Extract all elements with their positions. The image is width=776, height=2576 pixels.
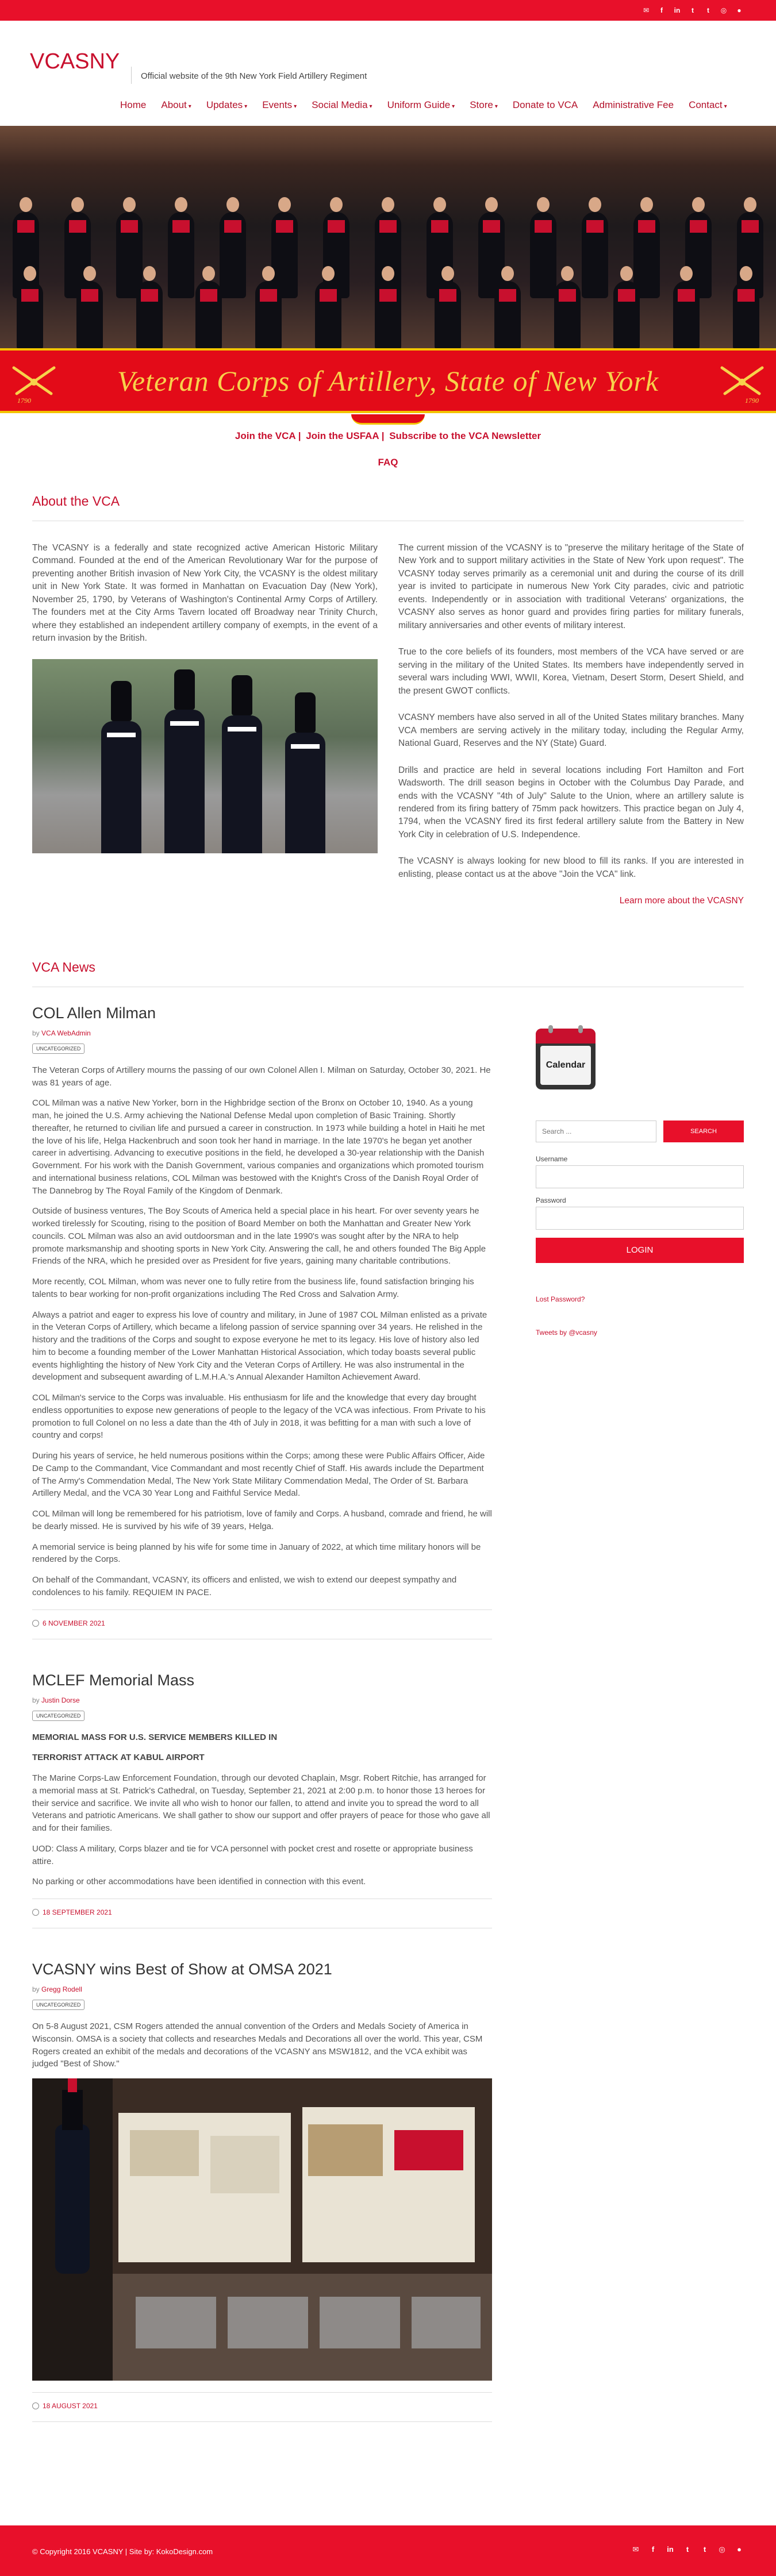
tagline-divider	[131, 67, 132, 84]
nav-social-media[interactable]: Social Media ▾	[312, 99, 372, 110]
post-author-link[interactable]: VCA WebAdmin	[41, 1029, 91, 1037]
banner-title: Veteran Corps of Artillery, State of New York	[117, 364, 659, 397]
news-posts	[32, 1004, 492, 2454]
search-form	[536, 1120, 744, 1142]
chevron-down-icon: ▾	[188, 103, 191, 110]
post-author-link[interactable]: Justin Dorse	[41, 1696, 80, 1704]
top-social-bar	[0, 0, 776, 21]
post-paragraph: Outside of business ventures, The Boy Scouts of America held a special place in his heart. For over seventy years he worked tirelessly for Scouting, rising to the position of Board Member on both the Manhattan and Greater New York councils. COL Milman was also an avid outdoorsman and in the late 1990's was sought after by the NRA to help promote marksmanship and shooting sports in New York City. Answering the call, he and others founded The Big Apple Friends of the NRA, which he presided over as President for five years, gaining many charitable contributions.	[32, 1206, 486, 1266]
about-title: About the VCA	[32, 494, 744, 521]
nav-home[interactable]: Home	[120, 99, 147, 110]
site-logo[interactable]: VCASNY	[30, 49, 120, 74]
tumblr-icon[interactable]: t	[703, 2545, 706, 2554]
post-byline: by Justin Dorse	[32, 1696, 80, 1704]
post-paragraph: Always a patriot and eager to express his love of country and military, in June of 1987 COL Milman enlisted as a private in the Veteran Corps of Artillery, which became a lifelong passion of service spanning over 34 years. He relished in the history and the traditions of the Corps and sought to expose everyone he met to its legacy. His love of history also led him to become a founding member of the Lower Manhattan Historical Association, which today boasts several public events highlighting the history of New York City and the Veteran Corps of Artillery. He was also instrumental in the development and subsequent awarding of L.M.H.A.'s Annual Alexander Hamilton Achievement Award.	[32, 1310, 487, 1383]
post-paragraph: UOD: Class A military, Corps blazer and tie for VCA personnel with pocket crest and rosette or appropriate business attire.	[32, 1843, 473, 1866]
site-header	[0, 21, 776, 110]
category-badge[interactable]: UNCATEGORIZED	[32, 2000, 84, 2010]
username-label: Username	[536, 1154, 568, 1163]
nav-contact[interactable]: Contact ▾	[689, 99, 727, 110]
post-heading: MEMORIAL MASS FOR U.S. SERVICE MEMBERS KILLED IN	[32, 1732, 278, 1742]
post-paragraph: No parking or other accommodations have been identified in connection with this event.	[32, 1877, 366, 1887]
post-paragraph: The Marine Corps-Law Enforcement Foundation, through our devoted Chaplain, Msgr. Robert Ritchie, has arranged for a memorial mass at St. Patrick's Cathedral, on Tuesday, September 21, 2021 at 2:00 p.m. to honor those 13 heroes for their service and sacrifice. We invite all who wish to honor our fallen, to attend and invite you to spread the word to all Veterans and patriotic Americans. We shall gather to show our support and offer prayers of peace for those who gave all and for their families.	[32, 1773, 490, 1834]
flickr-icon[interactable]: ●	[737, 2545, 742, 2554]
post-byline: by Gregg Rodell	[32, 1985, 82, 1994]
news-post	[32, 1672, 492, 1929]
hero-banner	[0, 348, 776, 413]
nav-administrative-fee[interactable]: Administrative Fee	[593, 99, 674, 110]
instagram-icon[interactable]: ◎	[719, 2545, 725, 2554]
chevron-down-icon: ▾	[724, 103, 727, 110]
nav-store[interactable]: Store ▾	[470, 99, 498, 110]
post-paragraph: COL Milman was a native New Yorker, born in the Highbridge section of the Bronx on October 10, 1940. As a young man, he joined the U.S. Army achieving the National Defense Medal upon completion of Basic Training. Shortly thereafter, he returned to civilian life and pursued a career in construction. In 1973 while building a hotel in Haiti he met the love of his life, Helga Hackenbruch and soon took her hand in marriage. In the late 1970's he began yet another career in advertising. Advancing to executive positions in the field, he developed a 30-year relationship with the Danish Government. For his work with the Danish Government, various companies and organizations which promoted tourism and international business relations, COL Milman was bestowed with the Knight's Cross of the Danish Royal Order of The Dannebrog by The Royal Family of the Kingdom of Denmark.	[32, 1098, 485, 1196]
email-icon[interactable]: ✉	[632, 2545, 639, 2554]
banner-year-right: 1790	[745, 396, 759, 405]
about-paragraph: Drills and practice are held in several locations including Fort Hamilton and Fort Wadsworth. The drill season begins in October with the Columbus Day Parade, and ends with the VCASNY "4th of July" Salute to the Union, where an artillery salute is rendered from its firing battery of 75mm pack howitzers. This practice began on July 4, 1794, when the VCASNY fired its first federal artillery salute from the Battery in New York City in celebration of U.S. Independence.	[398, 765, 744, 840]
post-paragraph: COL Milman will long be remembered for his patriotism, love of family and Corps. A husband, comrade and friend, he will be dearly missed. He is survived by his wife of 39 years, Helga.	[32, 1509, 492, 1531]
nav-about[interactable]: About ▾	[161, 99, 191, 110]
password-label: Password	[536, 1196, 566, 1204]
site-tagline: Official website of the 9th New York Field Artillery Regiment	[141, 71, 367, 81]
post-date: 18 AUGUST 2021	[32, 2392, 492, 2410]
linkedin-icon[interactable]: in	[674, 6, 681, 14]
post-paragraph: More recently, COL Milman, whom was never one to fully retire from the business life, found satisfaction bringing his talents to bear working for non-profit organizations including The Red Cross and Salvation Army.	[32, 1277, 474, 1299]
post-title[interactable]: MCLEF Memorial Mass	[32, 1671, 195, 1689]
nav-updates[interactable]: Updates ▾	[206, 99, 248, 110]
news-title: VCA News	[32, 960, 744, 987]
chevron-down-icon: ▾	[369, 103, 372, 110]
category-badge[interactable]: UNCATEGORIZED	[32, 1044, 84, 1054]
search-input[interactable]	[536, 1120, 656, 1142]
lost-password-link[interactable]: Lost Password?	[536, 1295, 585, 1303]
calendar-icon[interactable]	[536, 1029, 596, 1089]
post-paragraph: COL Milman's service to the Corps was invaluable. His enthusiasm for life and the knowledge that every day brought endless opportunities to expose new generations of people to the legacy of the VCA was infectious. From Private to his promotion to full Colonel on no less a date than the 4th of July in 2018, it was befitting for a man with such a love of country and corps!	[32, 1393, 486, 1441]
clock-icon	[32, 2402, 39, 2409]
facebook-icon[interactable]: f	[660, 6, 663, 14]
chevron-down-icon: ▾	[294, 103, 297, 110]
main-nav	[113, 99, 735, 111]
chevron-down-icon: ▾	[494, 103, 498, 110]
post-heading: TERRORIST ATTACK AT KABUL AIRPORT	[32, 1753, 205, 1763]
learn-more-link[interactable]: Learn more about the VCASNY	[619, 896, 744, 906]
banner-tab	[351, 414, 425, 425]
footer-copyright: © Copyright 2016 VCASNY | Site by: KokoDesign.com	[32, 2547, 213, 2556]
join-links: Join the VCA | Join the USFAA | Subscribe to the VCA Newsletter	[235, 430, 541, 441]
chevron-down-icon: ▾	[452, 103, 455, 110]
login-button[interactable]: LOGIN	[536, 1238, 744, 1263]
post-paragraph: A memorial service is being planned by his wife for some time in January of 2022, at which time military honors will be rendered by the Corps.	[32, 1542, 481, 1565]
tumblr-icon[interactable]: t	[707, 6, 709, 14]
sidebar	[536, 1004, 744, 2454]
about-paragraph: The VCASNY is a federally and state recognized active American Historic Military Command. Founded at the end of the American Revolutionary War for the purpose of preventing another British invasion of New York City, the VCASNY is the oldest military unit in New York State. It was formed in Manhattan on Evacuation Day (New York), November 25, 1790, by Veterans of Washington's Continental Army Corps of Artillery. The founders met at the City Arms Tavern located off Broadway near Trinity Church, where they established an independent artillery company of exempts, in the event of a return invasion by the British.	[32, 543, 378, 644]
post-paragraph: On 5-8 August 2021, CSM Rogers attended the annual convention of the Orders and Medals Society of America in Wisconsin. OMSA is a society that collects and researches Medals and Decorations all over the world. This year, CSM Rogers created an exhibit of the medals and decorations of the VCASNY ans MSW1812, and the VCA exhibit was judged "Best of Show."	[32, 2021, 483, 2069]
twitter-icon[interactable]: t	[692, 6, 694, 14]
post-title[interactable]: COL Allen Milman	[32, 1004, 156, 1022]
news-post	[32, 1004, 492, 1639]
post-byline: by VCA WebAdmin	[32, 1029, 91, 1037]
faq-link[interactable]: FAQ	[378, 457, 398, 468]
site-footer	[0, 2525, 776, 2576]
twitter-icon[interactable]: t	[686, 2545, 689, 2554]
about-paragraph: VCASNY members have also served in all of the United States military branches. Many VCA members are serving actively in the military today, including the Regular Army, National Guard, Reserves and the NY (State) Guard.	[398, 713, 744, 749]
join-usfaa-link[interactable]: Join the USFAA	[306, 430, 379, 441]
post-paragraph: On behalf of the Commandant, VCASNY, its officers and enlisted, we wish to extend our deepest sympathy and condolences to his family. REQUIEM IN PACE.	[32, 1575, 457, 1597]
search-button[interactable]: SEARCH	[663, 1120, 744, 1142]
post-paragraph: The Veteran Corps of Artillery mourns the passing of our own Colonel Allen I. Milman on Saturday, October 30, 2021. He was 81 years of age.	[32, 1065, 491, 1088]
about-left-column	[32, 542, 378, 908]
password-field[interactable]	[536, 1207, 744, 1230]
hero-group-photo	[0, 126, 776, 348]
hero	[0, 126, 776, 425]
about-parade-photo	[32, 659, 378, 853]
chevron-down-icon: ▾	[244, 103, 248, 110]
calendar-label: Calendar	[540, 1046, 591, 1085]
about-paragraph: The VCASNY is always looking for new blood to fill its ranks. If you are interested in enlisting, please contact us at the above "Join the VCA" link.	[398, 856, 744, 879]
clock-icon	[32, 1620, 39, 1627]
about-paragraph: The current mission of the VCASNY is to "preserve the military heritage of the State of New York and to support military activities in the State of New York upon request". The VCASNY today serves primarily as a ceremonial unit and during the course of its drill year is invited to participate in numerous New York City parades, civic and patriotic events. Independently or in association with traditional Veterans' organizations, the VCASNY also serves as honor guard and provides firing parties for military funerals, military anniversaries and other events of military interest.	[398, 543, 744, 630]
post-date: 6 NOVEMBER 2021	[32, 1609, 492, 1627]
about-section	[32, 494, 744, 2454]
twitter-timeline-link[interactable]: Tweets by @vcasny	[536, 1328, 597, 1337]
post-title[interactable]: VCASNY wins Best of Show at OMSA 2021	[32, 1961, 332, 1978]
post-date: 18 SEPTEMBER 2021	[32, 1899, 492, 1916]
facebook-icon[interactable]: f	[651, 2545, 655, 2554]
crossed-cannons-icon	[716, 362, 768, 402]
footer-social	[631, 2545, 744, 2554]
nav-donate-to-vca[interactable]: Donate to VCA	[512, 99, 578, 110]
instagram-icon[interactable]: ◎	[720, 6, 727, 14]
join-vca-link[interactable]: Join the VCA	[235, 430, 296, 441]
nav-uniform-guide[interactable]: Uniform Guide ▾	[387, 99, 455, 110]
post-author-link[interactable]: Gregg Rodell	[41, 1985, 82, 1994]
linkedin-icon[interactable]: in	[667, 2545, 674, 2554]
flickr-icon[interactable]: ●	[737, 6, 742, 14]
newsletter-link[interactable]: Subscribe to the VCA Newsletter	[389, 430, 541, 441]
category-badge[interactable]: UNCATEGORIZED	[32, 1711, 84, 1721]
nav-events[interactable]: Events ▾	[262, 99, 297, 110]
news-post	[32, 1961, 492, 2422]
username-field[interactable]	[536, 1165, 744, 1188]
login-form	[536, 1155, 744, 1263]
post-paragraph: During his years of service, he held numerous positions within the Corps; among these were Public Affairs Officer, Aide De Camp to the Commandant, Vice Commandant and most recently Chief of Staff. His awards include the Department of The Army's Commendation Medal, The New York State Military Commendation Medal, The Order of St. Barbara Artillery Medal, and the VCA 30 Year Long and Faithful Service Medal.	[32, 1451, 485, 1499]
omsa-exhibit-photo	[32, 2078, 492, 2381]
crossed-cannons-icon	[8, 362, 60, 402]
about-right-column	[398, 542, 744, 908]
clock-icon	[32, 1909, 39, 1916]
email-icon[interactable]: ✉	[643, 6, 650, 14]
banner-year-left: 1790	[17, 396, 31, 405]
about-paragraph: True to the core beliefs of its founders, most members of the VCA have served or are serving in the military of the United States. Its members have independently served in several wars including WWI, WWII, Korea, Vietnam, Desert Storm, Desert Shield, and the present GWOT conflicts.	[398, 647, 744, 696]
